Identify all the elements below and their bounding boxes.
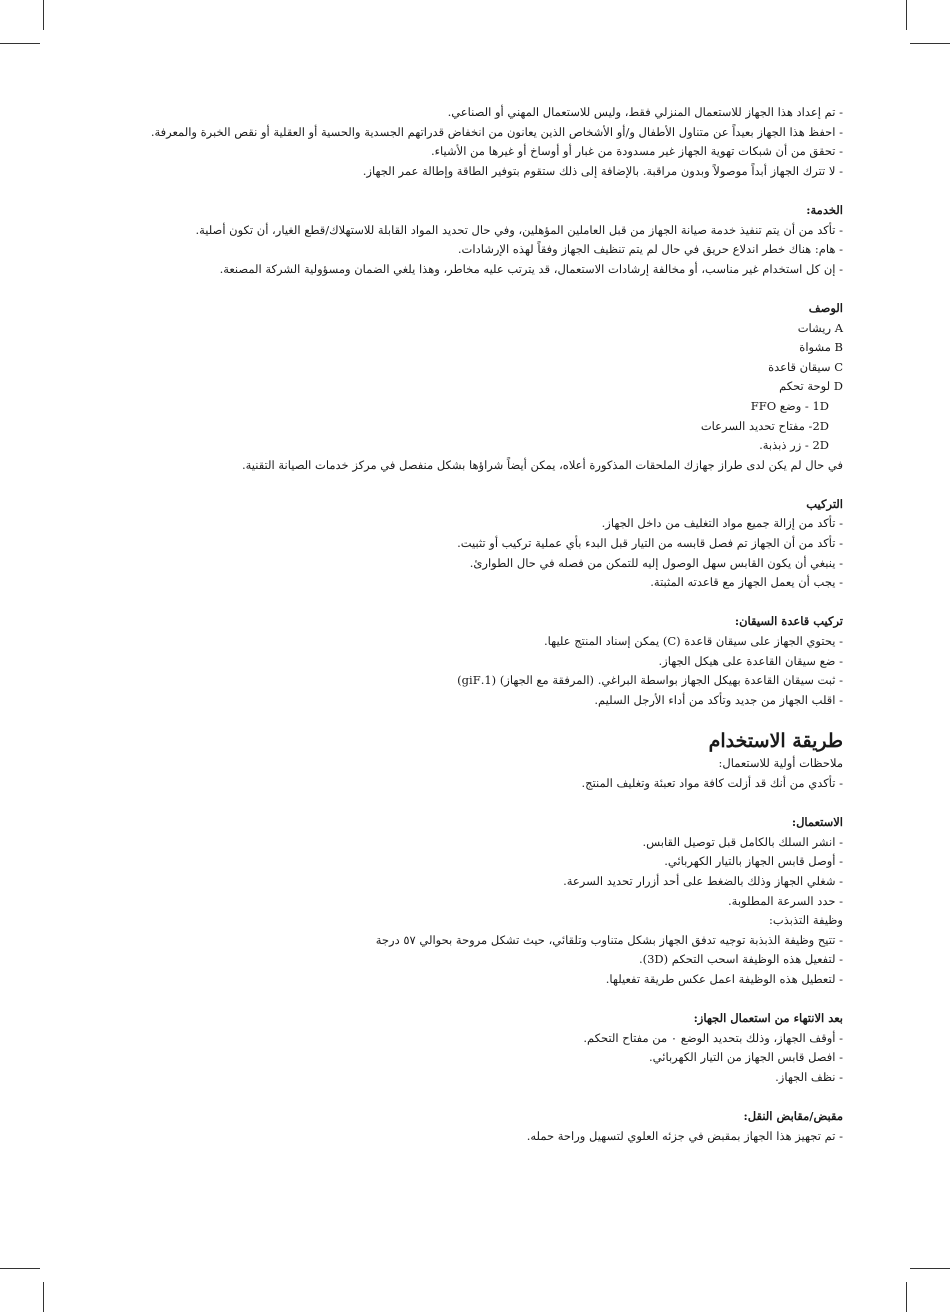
crop-mark — [0, 43, 40, 44]
description-subitem: 2D- مفتاح تحديد السرعات — [700, 418, 829, 433]
oscillation-subheading: وظيفة التذبذب: — [769, 913, 843, 928]
handle-line: - تم تجهيز هذا الجهاز بمقبض في جزئه العلوي لتسهيل وراحة حمله. — [526, 1128, 843, 1143]
after-use-line: - أوقف الجهاز، وذلك بتحديد الوضع ٠ من مفتاح التحكم. — [583, 1030, 843, 1045]
after-use-line: - افصل قابس الجهاز من التيار الكهربائي. — [649, 1050, 843, 1065]
description-subitem: 1D - وضع FFO — [750, 398, 829, 413]
operation-line: - لتعطيل هذه الوظيفة اعمل عكس طريقة تفعيلها. — [605, 971, 843, 986]
description-item: A ريشات — [797, 320, 843, 335]
description-item: B مشواة — [799, 340, 843, 355]
usage-note: - تأكدي من أنك قد أزلت كافة مواد تعبئة وتغليف المنتج. — [581, 776, 843, 790]
operation-line: - تتيح وظيفة الذبذبة توجيه تدفق الجهاز بشكل متناوب وتلقائي، حيث تشكل مروحة بحوالي ٥٧ درجة — [375, 932, 843, 947]
description-item: C سيقان قاعدة — [768, 359, 843, 374]
assembly-section — [150, 495, 843, 593]
description-heading: الوصف — [808, 300, 843, 315]
crop-mark — [910, 43, 950, 44]
crop-mark — [43, 1282, 44, 1312]
description-section — [150, 299, 843, 475]
intro-line: - تحقق من أن شبكات تهوية الجهاز غير مسدودة من غبار أو أوساخ أو غيرها من الأشياء. — [430, 144, 843, 159]
service-section — [150, 201, 843, 279]
description-item: D لوحة تحكم — [779, 379, 843, 394]
operation-line: - أوصل قابس الجهاز بالتيار الكهربائي. — [664, 854, 843, 869]
operation-line: - شغلي الجهاز وذلك بالضغط على أحد أزرار تحديد السرعة. — [563, 873, 843, 888]
handle-heading: مقبض/مقابض النقل: — [743, 1109, 843, 1124]
legs-line: - اقلب الجهاز من جديد وتأكد من أداء الأرجل السليم. — [594, 692, 843, 707]
after-use-heading: بعد الانتهاء من استعمال الجهاز: — [693, 1011, 843, 1026]
crop-mark — [910, 1268, 950, 1269]
assembly-heading: التركيب — [806, 496, 843, 511]
assembly-line: - ينبغي أن يكون القابس سهل الوصول إليه للتمكن من فصله في حال الطوارئ. — [469, 555, 843, 570]
legs-line: - ضع سيقان القاعدة على هيكل الجهاز. — [658, 653, 843, 668]
operation-section — [150, 813, 843, 989]
operation-line: - حدد السرعة المطلوبة. — [728, 893, 843, 908]
legs-heading: تركيب قاعدة السيقان: — [734, 614, 843, 629]
assembly-line: - تأكد من أن الجهاز تم فصل قابسه من التيار قبل البدء بأي عملية تركيب أو تثبيت. — [457, 536, 843, 551]
operation-line: - انشر السلك بالكامل قبل توصيل القابس. — [642, 834, 843, 849]
crop-mark — [0, 1268, 40, 1269]
assembly-line: - تأكد من إزالة جميع مواد التغليف من داخل الجهاز. — [601, 516, 843, 531]
usage-notes-heading: ملاحظات أولية للاستعمال: — [718, 756, 843, 771]
service-heading: الخدمة: — [806, 202, 843, 217]
usage-title: طريقة الاستخدام — [708, 730, 843, 753]
service-line: - تأكد من أن يتم تنفيذ خدمة صيانة الجهاز من قبل العاملين المؤهلين، وفي حال تحديد المواد القابلة للاستهلاك/قطع الغيار، أن تكون أصلية. — [195, 222, 843, 237]
intro-section — [150, 103, 843, 181]
service-line: - هام: هناك خطر اندلاع حريق في حال لم يتم تنظيف الجهاز وفقاً لهذه الإرشادات. — [457, 242, 843, 257]
description-note: في حال لم يكن لدى طراز جهازك الملحقات المذكورة أعلاه، يمكن أيضاً شراؤها بشكل منفصل في مركز خدمات الصيانة التقنية. — [241, 457, 843, 472]
description-subitem: 2D - زر ذبذبة. — [759, 438, 829, 453]
usage-section — [150, 728, 843, 793]
service-line: - إن كل استخدام غير مناسب، أو مخالفة إرشادات الاستعمال، قد يترتب عليه مخاطر، وهذا يلغي الضمان ومسؤولية الشركة المصنعة. — [219, 261, 843, 276]
legs-section — [150, 612, 843, 710]
operation-line: - لتفعيل هذه الوظيفة اسحب التحكم (3D). — [638, 952, 843, 967]
intro-line: - تم إعداد هذا الجهاز للاستعمال المنزلي فقط، وليس للاستعمال المهني أو الصناعي. — [447, 105, 843, 119]
intro-line: - لا تترك الجهاز أبداً موصولاً وبدون مراقبة. بالإضافة إلى ذلك ستقوم بتوفير الطاقة وإطالة عمر الجهاز. — [362, 163, 843, 178]
handle-section — [150, 1107, 843, 1146]
legs-line: - ثبت سيقان القاعدة بهيكل الجهاز بواسطة البراغي. (المرفقة مع الجهاز) (1.giF) — [457, 673, 843, 688]
crop-mark — [43, 0, 44, 30]
after-use-line: - نظف الجهاز. — [775, 1069, 843, 1084]
intro-line: - احفظ هذا الجهاز بعيداً عن متناول الأطفال و/أو الأشخاص الذين يعانون من انخفاض قدراتهم الجسدية والحسية أو العقلية أو نقص الخبرة والمعرفة. — [150, 124, 843, 139]
legs-line: - يحتوي الجهاز على سيقان قاعدة (C) يمكن إسناد المنتج عليها. — [544, 634, 843, 649]
assembly-line: - يجب أن يعمل الجهاز مع قاعدته المثبتة. — [650, 575, 843, 590]
crop-mark — [906, 1282, 907, 1312]
crop-mark — [906, 0, 907, 30]
manual-page — [150, 103, 843, 1146]
after-use-section — [150, 1009, 843, 1087]
operation-heading: الاستعمال: — [791, 815, 843, 830]
